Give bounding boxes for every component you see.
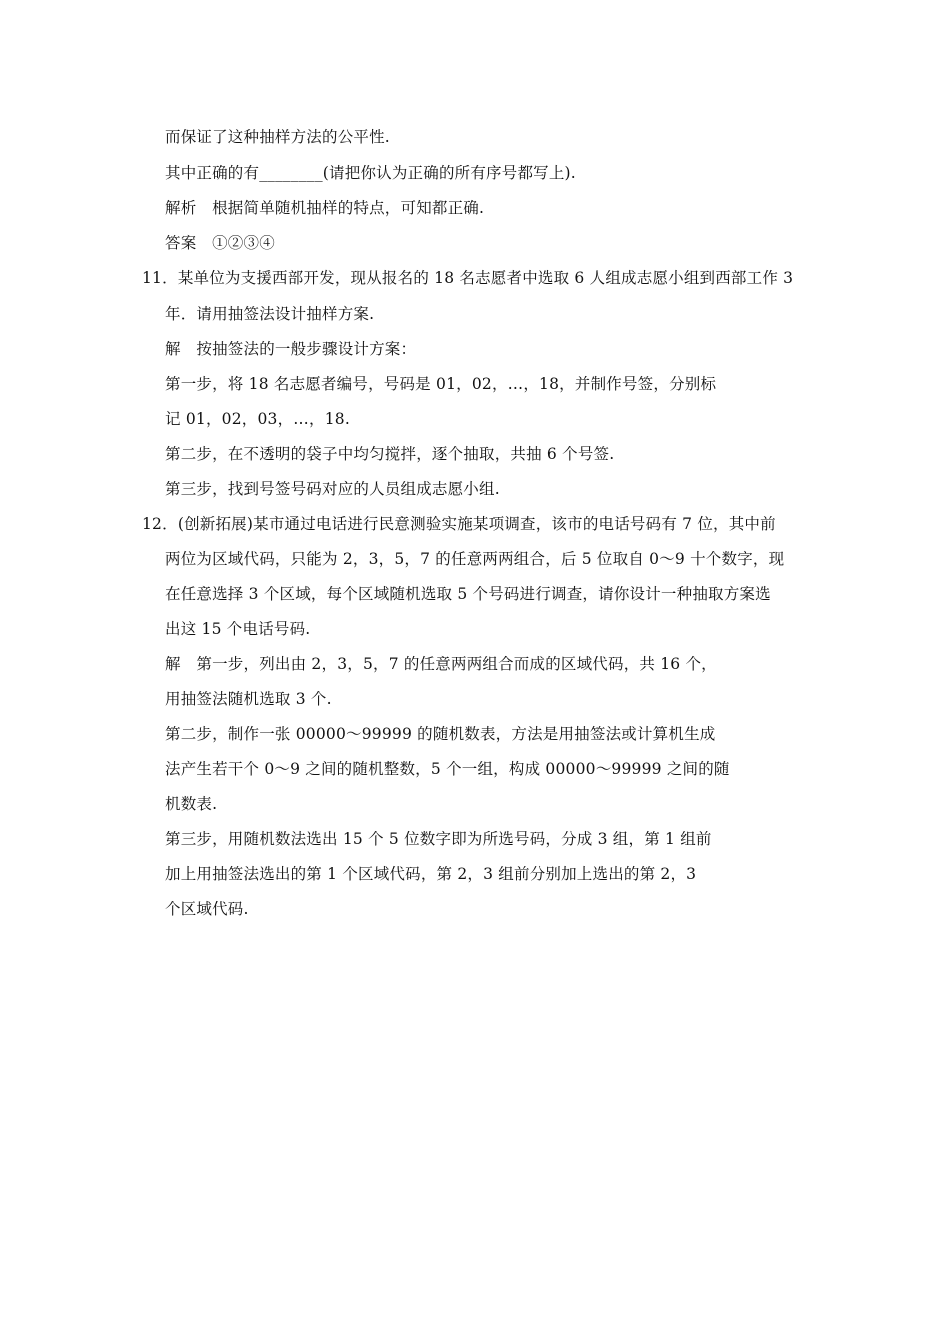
q12-step1-a: 解 第一步，列出由 2，3，5，7 的任意两两组合而成的区域代码，共 16 个， [165,655,717,673]
q12-step2-c: 机数表. [165,795,218,813]
q12-line-1: 12．(创新拓展)某市通过电话进行民意测验实施某项调查，该市的电话号码有 7 位，其中前 [142,515,776,533]
q11-line-2: 年．请用抽签法设计抽样方案. [165,305,375,323]
intro-analysis: 解析 根据简单随机抽样的特点，可知都正确. [165,199,485,217]
q11-solution-intro: 解 按抽签法的一般步骤设计方案： [165,340,417,358]
q12-step1-b: 用抽签法随机选取 3 个. [165,690,332,708]
q12-line-3: 在任意选择 3 个区域，每个区域随机选取 5 个号码进行调查，请你设计一种抽取方案选 [165,585,771,603]
q12-step2-a: 第二步，制作一张 00000～99999 的随机数表，方法是用抽签法或计算机生成 [165,725,716,743]
q12-step2-b: 法产生若干个 0～9 之间的随机整数，5 个一组，构成 00000～99999 之间的随 [165,760,730,778]
q11-step2: 第二步，在不透明的袋子中均匀搅拌，逐个抽取，共抽 6 个号签. [165,445,615,463]
intro-answer: 答案 ①②③④ [165,234,275,252]
intro-line-1: 而保证了这种抽样方法的公平性. [165,128,390,146]
q12-step3-b: 加上用抽签法选出的第 1 个区域代码，第 2，3 组前分别加上选出的第 2，3 [165,865,697,883]
q11-step1-b: 记 01，02，03，…，18. [165,410,350,428]
q12-step3-c: 个区域代码. [165,900,249,918]
intro-line-2: 其中正确的有________(请把你认为正确的所有序号都写上). [165,164,576,182]
q12-line-2: 两位为区域代码，只能为 2，3，5，7 的任意两两组合，后 5 位取自 0～9 十个数字，现 [165,550,785,568]
q11-line-1: 11．某单位为支援西部开发，现从报名的 18 名志愿者中选取 6 人组成志愿小组到西部工作 3 [142,269,794,287]
q11-step3: 第三步，找到号签号码对应的人员组成志愿小组. [165,480,500,498]
q12-step3-a: 第三步，用随机数法选出 15 个 5 位数字即为所选号码，分成 3 组，第 1 组前 [165,830,712,848]
q11-step1-a: 第一步，将 18 名志愿者编号，号码是 01，02，…，18，并制作号签，分别标 [165,375,717,393]
q12-line-4: 出这 15 个电话号码. [165,620,311,638]
